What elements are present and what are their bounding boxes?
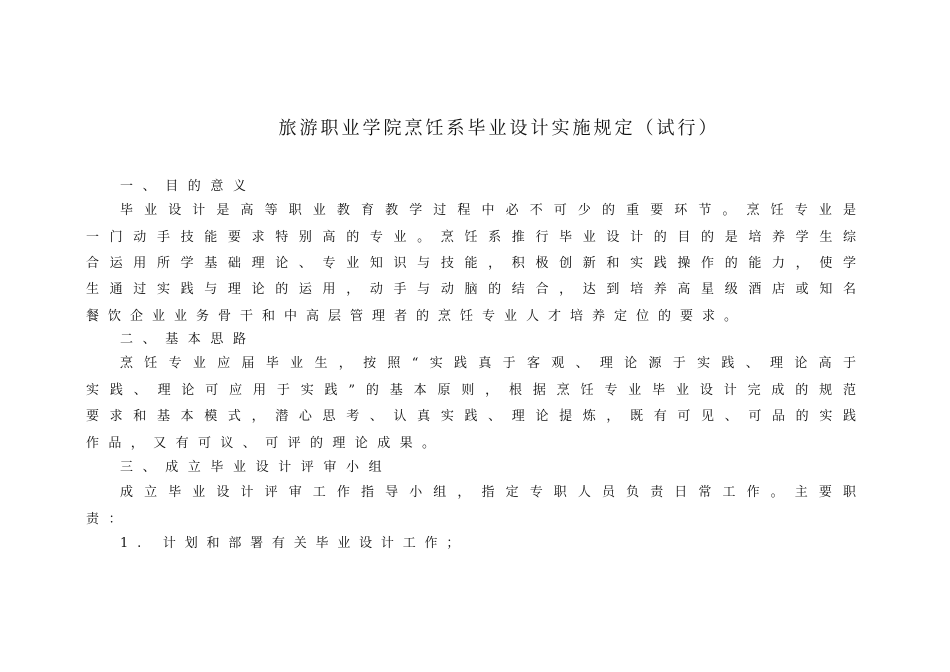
paragraph-line: 餐饮企业业务骨干和中高层管理者的烹饪专业人才培养定位的要求。 — [86, 309, 747, 324]
section-heading-purpose: 一、目的意义 — [120, 179, 256, 194]
section-heading-committee: 三、成立毕业设计评审小组 — [120, 460, 392, 475]
document-title: 旅游职业学院烹饪系毕业设计实施规定（试行） — [278, 118, 720, 139]
paragraph-line: 实践、理论可应用于实践”的基本原则，根据烹饪专业毕业设计完成的规范 — [86, 383, 856, 398]
paragraph-line: 合运用所学基础理论、专业知识与技能，积极创新和实践操作的能力，使学 — [86, 256, 856, 271]
paragraph-line: 作品，又有可议、可评的理论成果。 — [86, 436, 445, 451]
paragraph-line: 一门动手技能要求特别高的专业。烹饪系推行毕业设计的目的是培养学生综 — [86, 230, 856, 245]
paragraph-line: 生通过实践与理论的运用，动手与动脑的结合，达到培养高星级酒店或知名 — [86, 282, 856, 297]
paragraph-line: 烹饪专业应届毕业生，按照“实践真于客观、理论源于实践、理论高于 — [120, 356, 856, 371]
paragraph-line: 成立毕业设计评审工作指导小组，指定专职人员负责日常工作。主要职 — [120, 485, 856, 500]
paragraph-line: 毕业设计是高等职业教育教学过程中必不可少的重要环节。烹饪专业是 — [120, 203, 856, 218]
section-heading-approach: 二、基本思路 — [120, 332, 256, 347]
paragraph-line: 责： — [86, 512, 132, 527]
list-item: 1. 计划和部署有关毕业设计工作； — [120, 536, 469, 551]
paragraph-line: 要求和基本模式，潜心思考、认真实践、理论提炼，既有可见、可品的实践 — [86, 409, 856, 424]
